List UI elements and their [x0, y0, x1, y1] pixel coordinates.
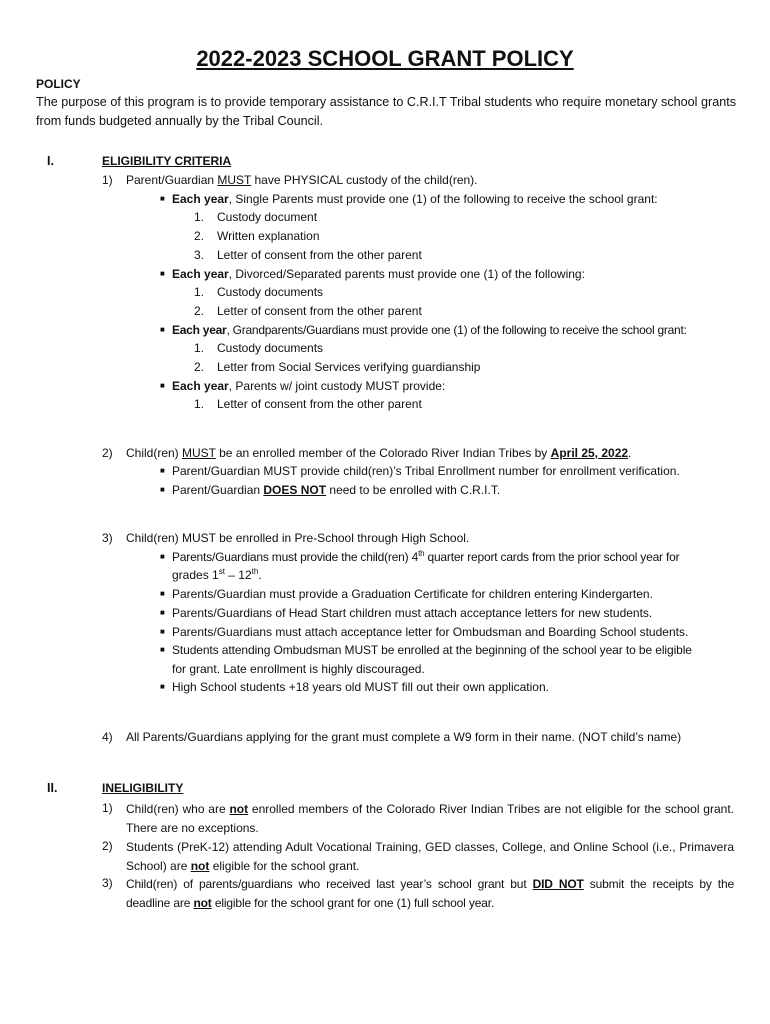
bullet-marker: ■	[160, 682, 165, 691]
document-title: 2022-2023 SCHOOL GRANT POLICY	[196, 46, 574, 71]
bullet-divorced-parents: Each year, Divorced/Separated parents must provide one (1) of the following:	[172, 267, 585, 281]
bullet-marker: ■	[160, 194, 165, 203]
sub-item: Letter of consent from the other parent	[217, 304, 422, 318]
sub-item: Custody documents	[217, 285, 324, 299]
bullet-marker: ■	[160, 645, 165, 654]
bullet-enrollment-number: Parent/Guardian MUST provide child(ren)’s Tribal Enrollment number for enrollment verification.	[172, 464, 680, 478]
policy-intro-paragraph: The purpose of this program is to provide temporary assistance to C.R.I.T Tribal students who require monetary school grants from funds budgeted annually by the Tribal Council.	[36, 95, 736, 128]
bullet-marker: ■	[160, 589, 165, 598]
item-1-text: Parent/Guardian MUST have PHYSICAL custody of the child(ren).	[126, 173, 478, 187]
bullet-marker: ■	[160, 325, 165, 334]
sub-item: Letter of consent from the other parent	[217, 397, 422, 411]
bullet-report-cards: Parents/Guardians must provide the child(ren) 4th quarter report cards from the prior school year for	[172, 549, 680, 564]
bullet-marker: ■	[160, 552, 165, 561]
ineligibility-2-text: Students (PreK-12) attending Adult Vocational Training, GED classes, College, and Online School (i.e., Primavera School) are not eligible for the school grant.	[126, 840, 734, 873]
item-3-number: 3)	[102, 531, 113, 545]
ineligibility-3-number: 3)	[102, 876, 113, 890]
ineligibility-1-text: Child(ren) who are not enrolled members of the Colorado River Indian Tribes are not eligible for the school grant. There are no exceptions.	[126, 802, 734, 835]
sub-number: 2.	[194, 360, 205, 374]
bullet-marker: ■	[160, 269, 165, 278]
bullet-marker: ■	[160, 608, 165, 617]
ineligibility-2-number: 2)	[102, 839, 113, 853]
sub-number: 1.	[194, 341, 205, 355]
item-4-text: All Parents/Guardians applying for the grant must complete a W9 form in their name. (NOT child’s name)	[126, 730, 682, 744]
sub-item: Letter of consent from the other parent	[217, 248, 422, 262]
ineligibility-1-number: 1)	[102, 801, 113, 815]
item-2-text: Child(ren) MUST be an enrolled member of the Colorado River Indian Tribes by April 25, 2022.	[126, 446, 632, 460]
section-2-title: INELIGIBILITY	[102, 781, 184, 795]
sub-number: 2.	[194, 304, 205, 318]
section-1-title: ELIGIBILITY CRITERIA	[102, 154, 232, 168]
sub-number: 1.	[194, 210, 205, 224]
bullet-grandparents: Each year, Grandparents/Guardians must provide one (1) of the following to receive the school grant:	[172, 323, 687, 337]
section-2-number: II.	[47, 781, 58, 795]
item-2-number: 2)	[102, 446, 113, 460]
bullet-ombudsman-enrollment-cont: for grant. Late enrollment is highly discouraged.	[172, 662, 425, 676]
sub-number: 1.	[194, 285, 205, 299]
bullet-marker: ■	[160, 485, 165, 494]
sub-number: 3.	[194, 248, 205, 262]
sub-item: Letter from Social Services verifying guardianship	[217, 360, 481, 374]
bullet-high-school: High School students +18 years old MUST fill out their own application.	[172, 680, 549, 694]
sub-item: Custody document	[217, 210, 318, 224]
sub-item: Custody documents	[217, 341, 324, 355]
ineligibility-3-text: Child(ren) of parents/guardians who received last year’s school grant but DID NOT submit the receipts by the deadline are not eligible for the school grant for one (1) full school year.	[126, 877, 734, 910]
bullet-report-cards-cont: grades 1st – 12th.	[172, 567, 262, 582]
sub-number: 1.	[194, 397, 205, 411]
bullet-head-start: Parents/Guardians of Head Start children must attach acceptance letters for new students.	[172, 606, 653, 620]
policy-heading: POLICY	[36, 77, 81, 91]
bullet-marker: ■	[160, 466, 165, 475]
bullet-guardian-enrollment: Parent/Guardian DOES NOT need to be enrolled with C.R.I.T.	[172, 483, 501, 497]
section-1-number: I.	[47, 154, 54, 168]
sub-item: Written explanation	[217, 229, 320, 243]
bullet-single-parents: Each year, Single Parents must provide one (1) of the following to receive the school grant:	[172, 192, 658, 206]
bullet-marker: ■	[160, 381, 165, 390]
sub-number: 2.	[194, 229, 205, 243]
item-4-number: 4)	[102, 730, 113, 744]
bullet-graduation-certificate: Parents/Guardian must provide a Graduation Certificate for children entering Kindergarten.	[172, 587, 653, 601]
bullet-ombudsman-acceptance: Parents/Guardians must attach acceptance letter for Ombudsman and Boarding School students.	[172, 625, 689, 639]
bullet-marker: ■	[160, 627, 165, 636]
bullet-joint-custody: Each year, Parents w/ joint custody MUST provide:	[172, 379, 446, 393]
item-1-number: 1)	[102, 173, 113, 187]
item-3-text: Child(ren) MUST be enrolled in Pre-School through High School.	[126, 531, 470, 545]
bullet-ombudsman-enrollment: Students attending Ombudsman MUST be enrolled at the beginning of the school year to be eligible	[172, 643, 692, 657]
